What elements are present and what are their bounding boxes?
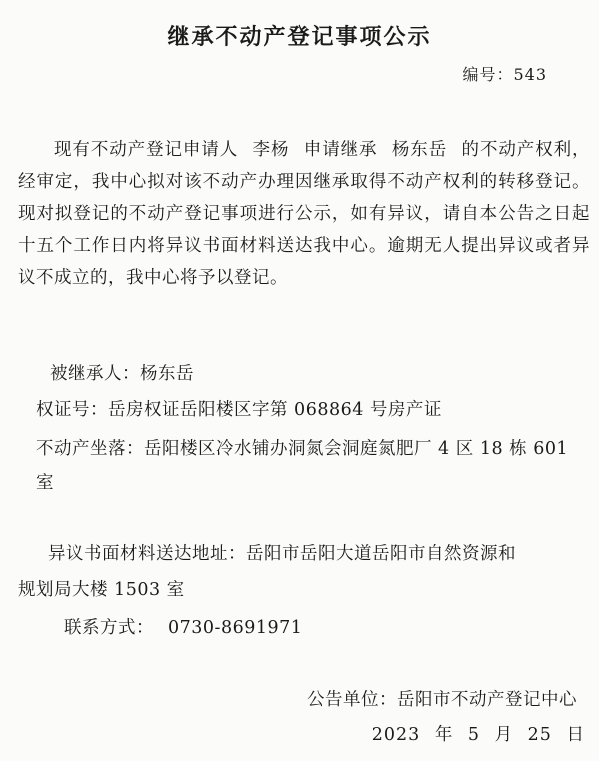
decedent-field [50,360,194,385]
document-number-value: 543 [513,65,547,84]
certificate-value: 岳房权证岳阳楼区字第 068864 号房产证 [108,400,442,420]
location-value: 岳阳楼区冷水铺办洞氮会洞庭氮肥厂 4 区 18 栋 601 室 [36,439,569,493]
contact-phone: 0730-8691971 [168,618,303,638]
location-field [36,432,592,500]
contact-field [64,614,302,639]
body-inherit: 申请继承 [303,140,378,160]
document-title: 继承不动产登记事项公示 [167,25,432,50]
certificate-field [36,396,442,421]
notice-date: 2023 年 5 月 25 日 [371,725,585,745]
decedent-value: 杨东岳 [140,364,194,384]
body-intro: 现有不动产登记申请人 [54,140,239,160]
notice-body [18,134,590,294]
certificate-label: 权证号： [36,400,108,420]
decedent-name: 杨东岳 [391,140,448,160]
contact-label: 联系方式： [64,618,154,638]
issuing-organization [307,686,577,711]
objection-address-value-line2: 规划局大楼 1503 室 [18,580,185,600]
location-label: 不动产坐落： [36,439,144,459]
objection-address-label: 异议书面材料送达地址： [48,544,246,564]
applicant-name: 李杨 [252,140,290,160]
document-number [462,62,547,85]
decedent-label: 被继承人： [50,364,140,384]
document-number-label: 编号： [462,65,514,84]
objection-address-field [18,536,590,608]
organization-label: 公告单位： [307,690,397,710]
organization-name: 岳阳市不动产登记中心 [397,690,577,710]
objection-address-value-line1: 岳阳市岳阳大道岳阳市自然资源和 [246,544,516,564]
body-main-text: 的不动产权利，经审定，我中心拟对该不动产办理因继承取得不动产权利的转移登记。现对拟登记的不动产登记事项进行公示，如有异议，请自本公告之日起十五个工作日内将异议书面材料送达我中心。逾期无人提出异议或者异议不成立的，我中心将予以登记。 [18,140,591,288]
